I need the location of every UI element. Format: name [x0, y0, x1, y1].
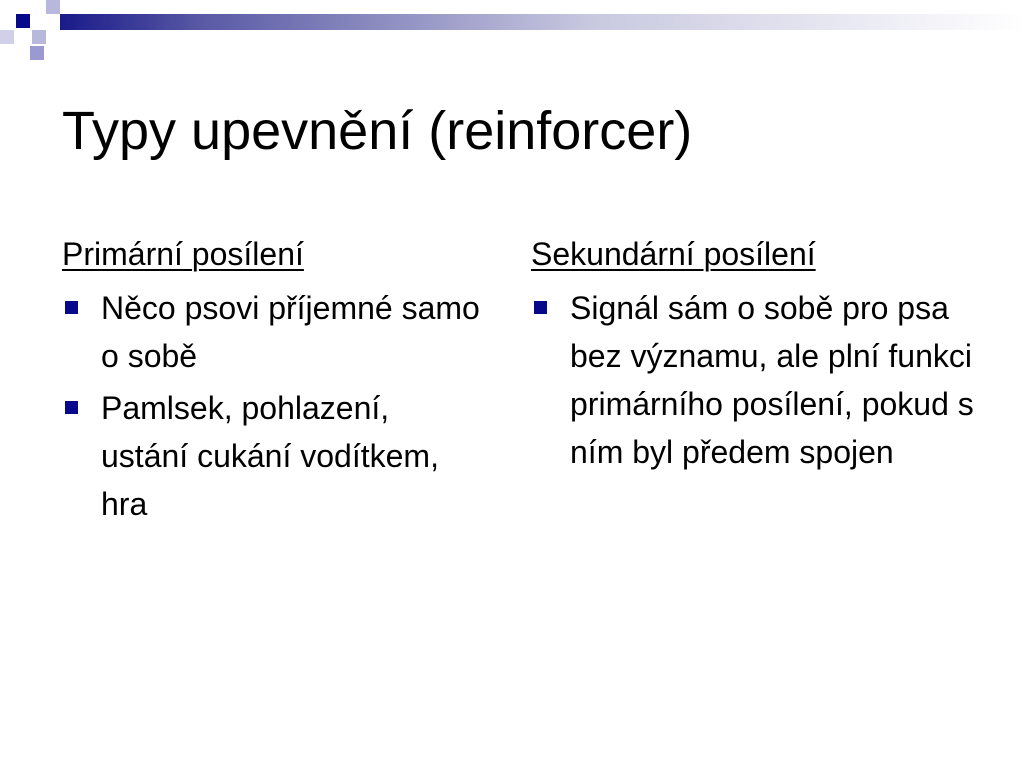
list-item-text: Signál sám o sobě pro psa bez významu, ale plní funkci primárního posílení, pokud s ním byl předem spojen: [570, 290, 974, 470]
list-item: [531, 284, 991, 476]
list-item-text: Pamlsek, pohlazení, ustání cukání vodítkem, hra: [101, 390, 439, 522]
decor-square-light: [0, 30, 14, 44]
column-heading-secondary: Sekundární posílení: [531, 236, 816, 272]
secondary-reinforcement-column: [531, 232, 991, 480]
decor-square-light: [46, 0, 60, 14]
decor-square-light: [30, 46, 44, 60]
secondary-bullet-list: [531, 284, 991, 476]
primary-bullet-list: [62, 284, 482, 528]
header-gradient-bar: [60, 14, 1024, 30]
header-decoration: [0, 0, 1024, 60]
decor-square-dark: [16, 14, 30, 28]
decor-square-light: [32, 30, 46, 44]
primary-reinforcement-column: [62, 232, 482, 532]
slide-title: Typy upevnění (reinforcer): [62, 101, 693, 161]
list-item-text: Něco psovi příjemné samo o sobě: [101, 290, 480, 374]
list-item: [62, 384, 482, 528]
square-bullet-icon: [65, 301, 78, 314]
square-bullet-icon: [65, 401, 78, 414]
list-item: [62, 284, 482, 380]
column-heading-primary: Primární posílení: [62, 236, 304, 272]
square-bullet-icon: [534, 301, 547, 314]
